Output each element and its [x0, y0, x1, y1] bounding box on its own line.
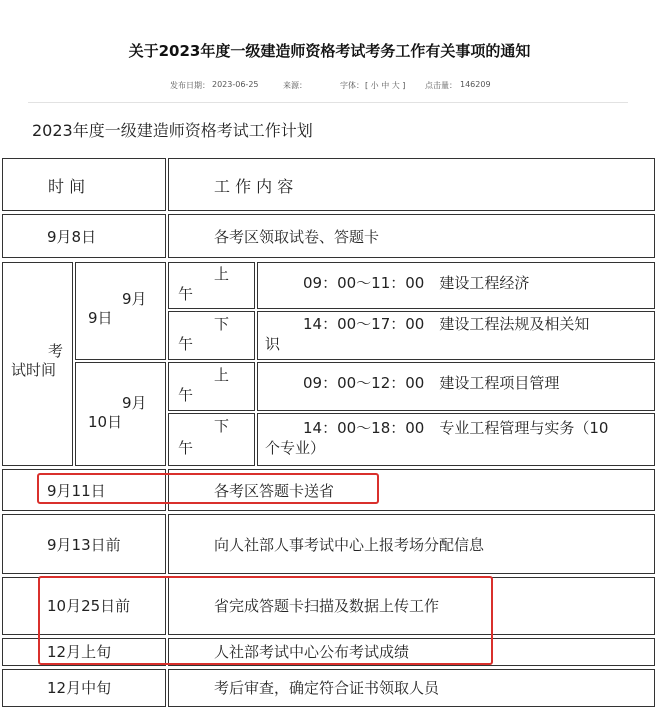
exam-time-label-2: 试时间: [11, 361, 57, 379]
sep9-am-subject: 09：00～11：00 建设工程经济: [303, 274, 530, 292]
sep9-pm-subject-2: 识: [265, 335, 281, 353]
header-content: 工 作 内 容: [214, 177, 294, 196]
sep10-am-1: 上: [214, 366, 230, 384]
row-dec-mid-date: 12月中旬: [47, 679, 112, 697]
notice-title: 关于2023年度一级建造师资格考试考务工作有关事项的通知: [128, 42, 531, 60]
sep9-am-2: 午: [178, 285, 194, 303]
sep9-pm-subject-1: 14：00～17：00 建设工程法规及相关知: [303, 315, 590, 333]
row-sep11-date: 9月11日: [47, 482, 106, 500]
row-dec-mid-content: 考后审查，确定符合证书领取人员: [214, 679, 440, 697]
source-label: 来源：: [283, 81, 307, 90]
row-dec-early-date: 12月上旬: [47, 643, 112, 661]
row-sep8-date: 9月8日: [47, 228, 97, 246]
row-oct25-date: 10月25日前: [47, 597, 131, 615]
row-sep11-content: 各考区答题卡送省: [214, 482, 335, 500]
clicks-label: 点击量：: [425, 81, 457, 90]
row-sep8-content: 各考区领取试卷、答题卡: [214, 228, 380, 246]
sep9-pm-1: 下: [214, 315, 230, 333]
font-size-label: 字体：: [340, 81, 364, 90]
sep9-date-1: 9月: [122, 290, 147, 308]
plan-subtitle: 2023年度一级建造师资格考试工作计划: [32, 121, 313, 140]
sep9-date-2: 9日: [88, 309, 113, 327]
highlight-box-sep11: [37, 473, 379, 504]
sep10-pm-2: 午: [178, 439, 194, 457]
font-size-options[interactable]: [ 小 中 大 ]: [365, 81, 406, 90]
publish-date-label: 发布日期：: [170, 81, 210, 90]
sep10-pm-1: 下: [214, 417, 230, 435]
publish-date: 2023-06-25: [212, 80, 259, 89]
divider: [28, 102, 628, 103]
clicks-count: 146209: [460, 80, 491, 89]
sep10-am-subject: 09：00～12：00 建设工程项目管理: [303, 374, 560, 392]
sep9-pm-2: 午: [178, 335, 194, 353]
sep10-pm-subject-2: 个专业）: [265, 439, 326, 457]
highlight-box-results: [38, 576, 493, 665]
row-oct25-content: 省完成答题卡扫描及数据上传工作: [214, 597, 440, 615]
sep10-date-1: 9月: [122, 394, 147, 412]
header-time: 时 间: [48, 177, 86, 196]
exam-time-label-1: 考: [48, 342, 64, 360]
row-sep13-date: 9月13日前: [47, 536, 121, 554]
sep10-am-2: 午: [178, 386, 194, 404]
sep10-pm-subject-1: 14：00～18：00 专业工程管理与实务（10: [303, 419, 609, 437]
row-sep13-content: 向人社部人事考试中心上报考场分配信息: [214, 536, 485, 554]
sep10-date-2: 10日: [88, 413, 123, 431]
row-dec-early-content: 人社部考试中心公布考试成绩: [214, 643, 410, 661]
sep9-am-1: 上: [214, 265, 230, 283]
